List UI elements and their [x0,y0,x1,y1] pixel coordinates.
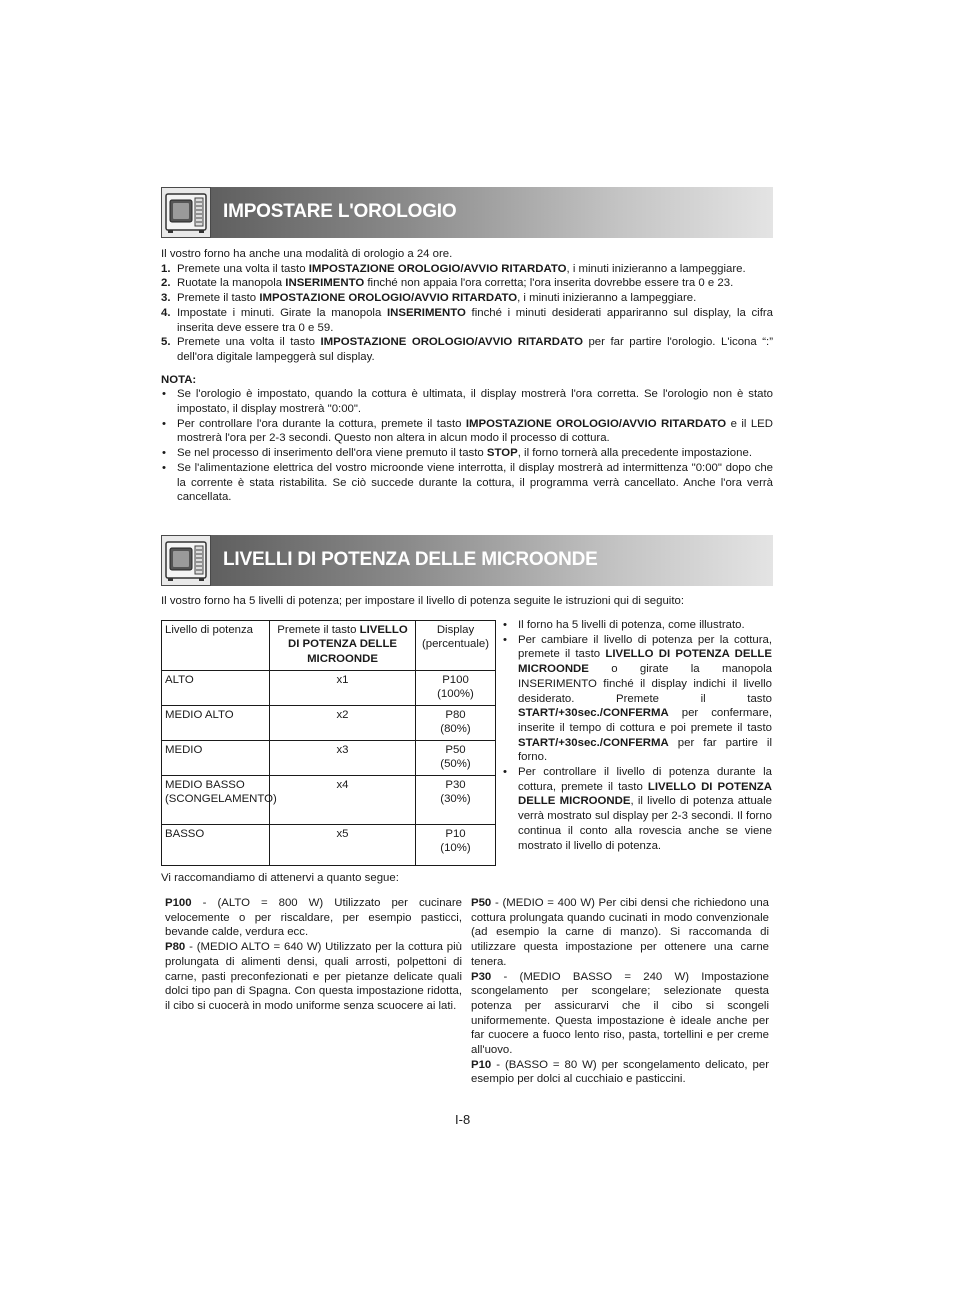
section-header-clock [161,187,773,238]
recommend-text: Vi raccomandiamo di attenervi a quanto segue: [161,872,399,884]
steps-list [161,262,773,365]
note-item: • Per controllare l'ora durante la cottura, premete il tasto IMPOSTAZIONE OROLOGIO/AVVIO RITARDATO e il LED mostrerà l'ora per 2-3 secondi. Questo non altera in alcun modo il processo di cottura. [161,417,773,446]
note-item: • Se nel processo di inserimento dell'ora viene premuto il tasto STOP, il forno tornerà alla precedente impostazione. [161,446,773,461]
table-header-row [162,621,496,671]
header-cell: Premete il tasto LIVELLO DI POTENZA DELLE MICROONDE [270,621,416,671]
page-number: I-8 [455,1112,471,1127]
side-note-item: • Per controllare il livello di potenza durante la cottura, premete il tasto LIVELLO DI POTENZA DELLE MICROONDE, il livello di potenza attuale verrà mostrato sul display per 2-3 secondi. Il forno continua il conto alla rovescia anche se viene mostrato il livello di potenza. [502,765,772,853]
note-item: • Se l'orologio è impostato, quando la cottura è ultimata, il display mostrerà l'ora corretta. Se l'orologio non è stato impostato, il display mostrerà "0:00". [161,387,773,416]
power-descriptions-right [471,896,769,1087]
power-description: P30 - (MEDIO BASSO = 240 W) Impostazione scongelamento per scongelare; selezionate questa potenza per assicurarvi che il cibo si scongeli uniformemente. Questa impostazione è ideale anche per far cuocere a fuoco lento riso, pasta, tortellini e per creme all'uovo. [471,970,769,1057]
section-title: LIVELLI DI POTENZA DELLE MICROONDE [223,549,598,570]
power-description: P80 - (MEDIO ALTO = 640 W) Utilizzato per la cottura più prolungata di alimenti densi, quali arrosti, polpettoni di carne, pasti preconfezionati e per pietanze delicate quali dolci tipo pan di Spagna. Con questa impostazione ridotta, il cibo si cuocerà in modo uniforme senza scuocere ai lati. [165,941,462,1012]
side-note-item: • Il forno ha 5 livelli di potenza, come illustrato. [502,618,772,633]
step-item: 5. Premete una volta il tasto IMPOSTAZIONE OROLOGIO/AVVIO RITARDATO per far partire l'orologio. L'icona “:” dell'ora digitale lampeggerà sul display. [161,336,773,363]
power-description: P10 - (BASSO = 80 W) per scongelamento delicato, per esempio per dolci al cucchiaio e pasticcini. [471,1058,769,1086]
power-intro: Il vostro forno ha 5 livelli di potenza; per impostare il livello di potenza seguite le istruzioni qui di seguito: [161,595,684,607]
power-side-notes [502,618,772,853]
note-item: • Se l'alimentazione elettrica del vostro microonde viene interrotta, il display mostrerà ad intermittenza "0:00" dopo che la corrente è stata ristabilita. Se ciò succede durante la cottura, il programma verrà cancellato. Anche l'ora verrà cancellata. [161,461,773,505]
step-item: 1. Premete una volta il tasto IMPOSTAZIONE OROLOGIO/AVVIO RITARDATO, i minuti inizieranno a lampeggiare. [161,262,746,275]
notes-list [161,387,773,505]
step-item: 4. Impostate i minuti. Girate la manopola INSERIMENTO finché i minuti desiderati appariranno sul display, la cifra inserita deve essere tra 0 e 59. [161,306,774,334]
section-title: IMPOSTARE L'OROLOGIO [223,201,457,222]
power-descriptions-left [165,896,462,1014]
table-row: MEDIO ALTO x2 P80 (80%) [162,706,496,741]
power-description: P50 - (MEDIO = 400 W) Per cibi densi che richiedono una cottura prolungata quando cucinati in modo convenzionale (ad esempio la carne di manzo). Si raccomanda di utilizzare questa impostazione per ottenere una carne tenera. [471,897,769,968]
clock-instructions [161,247,773,505]
header-cell: Livello di potenza [162,621,270,671]
step-item: 2. Ruotate la manopola INSERIMENTO finché non appaia l'ora corretta; l'ora inserita dovrebbe essere tra 0 e 23. [161,277,734,290]
step-item: 3. Premete il tasto IMPOSTAZIONE OROLOGIO/AVVIO RITARDATO, i minuti inizieranno a lampeggiare. [161,292,697,305]
section-header-power [161,535,773,586]
table-row: MEDIO BASSO (SCONGELAMENTO) x4 P30 (30%) [162,776,496,825]
intro-text: Il vostro forno ha anche una modalità di orologio a 24 ore. [161,248,453,260]
power-levels-table [161,620,496,866]
power-description: P100 - (ALTO = 800 W) Utilizzato per cucinare velocemente o per riscaldare, per esempio pasticci, bevande calde, verdura ecc. [165,897,462,939]
table-row: ALTO x1 P100 (100%) [162,671,496,706]
header-cell: Display (percentuale) [416,621,496,671]
note-title: NOTA: [161,373,197,386]
table-row: BASSO x5 P10 (10%) [162,825,496,866]
microwave-oven-icon [161,187,211,238]
microwave-oven-icon [161,535,211,586]
table-row: MEDIO x3 P50 (50%) [162,741,496,776]
side-note-item: • Per cambiare il livello di potenza per la cottura, premete il tasto LIVELLO DI POTENZA DELLE MICROONDE o girate la manopola INSERIMENTO finché il display indichi il livello desiderato. Premete il tasto START/+30sec./CONFERMA per confermare, inserite il tempo di cottura e poi premete il tasto START/+30sec./CONFERMA per far partire il forno. [502,633,772,765]
